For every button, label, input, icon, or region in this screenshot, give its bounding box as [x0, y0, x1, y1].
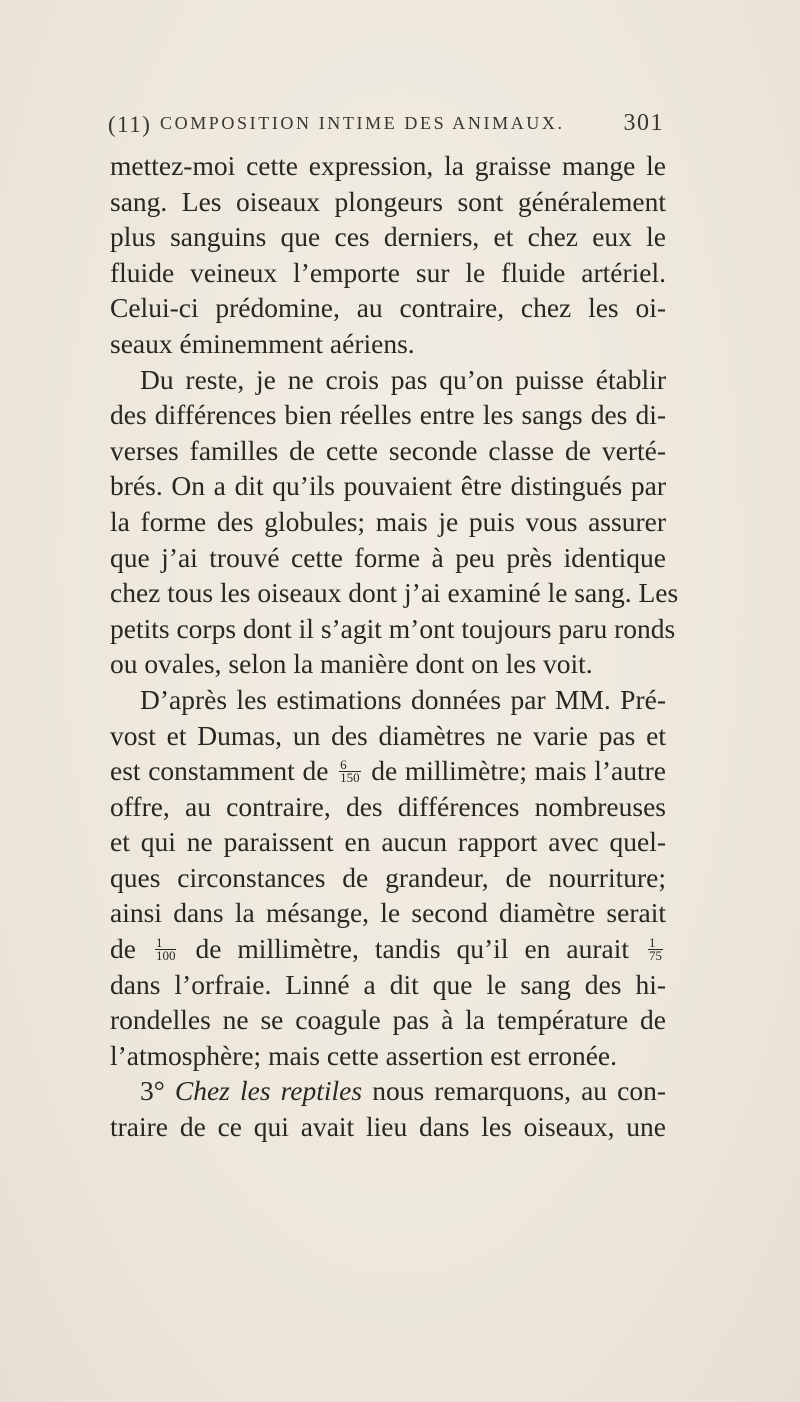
text-line: dans l’orfraie. Linné a dit que le sang des hi- — [110, 968, 666, 1000]
text-line: ainsi dans la mésange, le second diamètre serait — [110, 897, 666, 929]
text-line: la forme des globules; mais je puis vous assurer — [110, 505, 666, 537]
text-segment: est constamment de — [110, 755, 329, 787]
text-line: mettez-moi cette expression, la graisse mange le — [110, 150, 666, 181]
text-line: vost et Dumas, un des diamètres ne varie pas et — [110, 719, 666, 751]
text-line: traire de ce qui avait lieu dans les oiseaux, une — [110, 1111, 666, 1143]
italic-heading: Chez les reptiles — [174, 1075, 363, 1107]
fraction-denominator: 150 — [340, 770, 360, 786]
text-line: ou ovales, selon la manière dont on les voit. — [110, 648, 593, 680]
text-segment: de millimètre, tandis qu’il en aurait — [195, 933, 630, 965]
text-line: plus sanguins que ces derniers, et chez eux le — [110, 221, 666, 253]
text-segment: nous remarquons, au con- — [372, 1075, 666, 1107]
text-line: et qui ne paraissent en aucun rapport avec quel- — [110, 826, 666, 858]
fraction-numerator: 1 — [155, 937, 177, 950]
running-header — [108, 108, 664, 144]
text-line: petits corps dont il s’agit m’ont toujours paru ronds — [110, 612, 676, 644]
text-line-with-fraction — [110, 753, 666, 789]
section-number: (11) — [108, 112, 152, 137]
text-line: Celui-ci prédomine, au contraire, chez les oi- — [110, 292, 666, 324]
text-line-with-fraction — [110, 931, 666, 967]
section-marker: 3° — [140, 1075, 165, 1107]
body-text — [110, 148, 679, 1145]
text-line: seaux éminemment aériens. — [110, 327, 415, 359]
fraction-denominator: 75 — [649, 948, 663, 964]
text-line: Du reste, je ne crois pas qu’on puisse établir — [140, 363, 666, 395]
fraction — [339, 759, 361, 784]
text-line: D’après les estimations données par MM. Pré- — [140, 683, 666, 715]
fraction-denominator: 100 — [155, 948, 176, 964]
text-line: fluide veineux l’emporte sur le fluide artériel. — [110, 256, 666, 288]
running-title: COMPOSITION INTIME DES ANIMAUX. — [160, 113, 565, 133]
fraction-numerator: 1 — [648, 937, 663, 950]
text-line: l’atmosphère; mais cette assertion est erronée. — [110, 1039, 618, 1071]
text-segment: de millimètre; mais l’autre — [371, 755, 667, 787]
text-line: que j’ai trouvé cette forme à peu près identique — [110, 541, 666, 573]
text-segment: de — [110, 933, 136, 965]
text-line: sang. Les oiseaux plongeurs sont généralement — [110, 185, 666, 217]
text-line: des différences bien réelles entre les sangs des di- — [110, 399, 666, 431]
text-line: ques circonstances de grandeur, de nourriture; — [110, 861, 666, 893]
text-line — [110, 1073, 666, 1109]
text-line: chez tous les oiseaux dont j’ai examiné le sang. Les — [110, 577, 679, 609]
text-line: rondelles ne se coagule pas à la température de — [110, 1004, 666, 1036]
fraction-numerator: 6 — [339, 759, 361, 772]
text-line: offre, au contraire, des différences nombreuses — [110, 790, 666, 822]
page-number: 301 — [623, 110, 664, 136]
text-line: verses familles de cette seconde classe de verté- — [110, 434, 666, 466]
text-line: brés. On a dit qu’ils pouvaient être distingués par — [110, 470, 666, 502]
fraction — [155, 937, 177, 962]
fraction — [648, 937, 663, 962]
